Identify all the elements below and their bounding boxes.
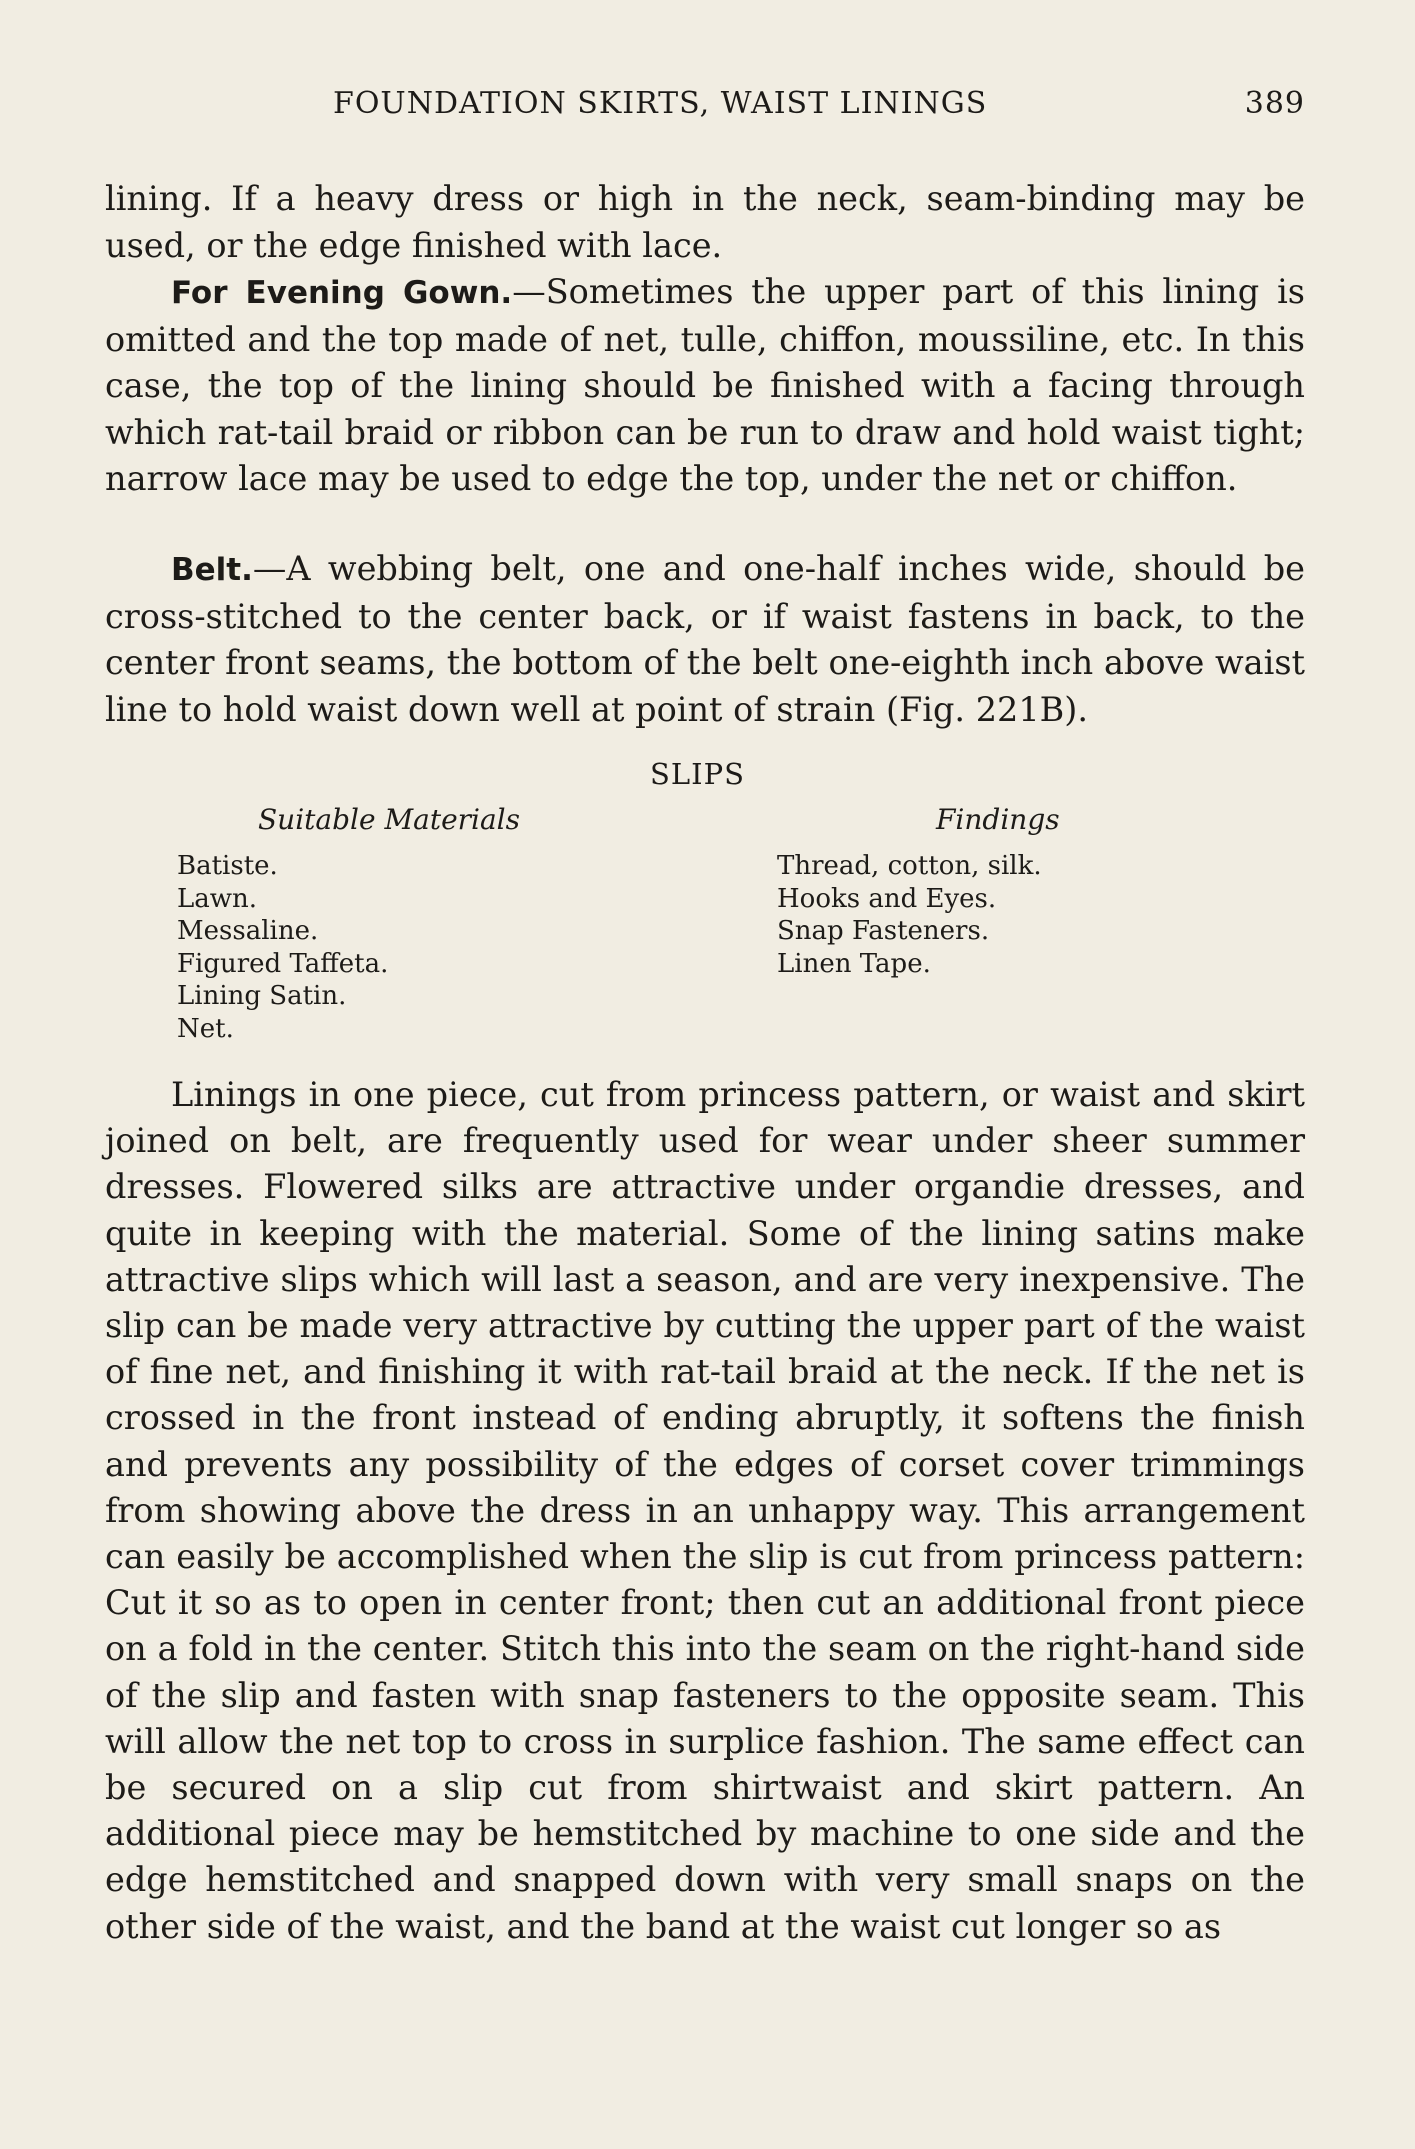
list-item: Batiste. [177, 851, 278, 881]
list-item: Snap Fasteners. [777, 916, 990, 946]
list-item: Lawn. [177, 883, 258, 914]
paragraph-text: lining. If a heavy dress or high in the neck, seam-binding may be used, or the edge finished with lace. [105, 179, 1305, 265]
findings-list [777, 850, 1042, 980]
list-item: Net. [177, 1013, 234, 1044]
run-in-heading: Belt. [171, 552, 253, 588]
paragraph-lining-end [105, 176, 1305, 269]
paragraph-evening-gown [105, 269, 1305, 503]
page-number: 389 [1244, 86, 1305, 121]
list-item: Messaline. [177, 916, 319, 946]
run-in-heading: For Evening Gown. [171, 275, 513, 311]
list-item: Figured Taffeta. [177, 948, 389, 979]
section-title: SLIPS [650, 757, 745, 791]
running-title: FOUNDATION SKIRTS, WAIST LININGS [333, 86, 988, 121]
findings-heading: Findings [936, 803, 1060, 836]
list-item: Hooks and Eyes. [777, 883, 997, 914]
paragraph-text: —A webbing belt, one and one-half inches wide, should be cross-stitched to the center back, or if waist fastens in back, to the center front seams, the bottom of the belt one-eighth inch above waist line to hold waist down well at point of strain (Fig. 221B). [105, 549, 1305, 729]
materials-list [177, 850, 388, 1045]
paragraph-belt [105, 546, 1305, 733]
list-item: Linen Tape. [777, 948, 931, 979]
paragraph-text: —Sometimes the upper part of this lining is omitted and the top made of net, tulle, chiffon, moussiline, etc. In this case, the top of the lining should be finished with a facing through which rat-tail braid or ribbon can be run to draw and hold waist tight; narrow lace may be used to edge the top, under the net or chiffon. [105, 272, 1305, 498]
paragraph-text: Linings in one piece, cut from princess pattern, or waist and skirt joined on belt, are frequently used for wear under sheer summer dresses. Flowered silks are attractive under organdie dresses, and quite in keeping with the material. Some of the lining satins make attractive slips which will last a season, and are very inexpensive. The slip can be made very attractive by cutting the upper part of the waist of fine net, and finishing it with rat-tail braid at the neck. If the net is crossed in the front instead of ending abruptly, it softens the finish and prevents any possibility of the edges of corset cover trimmings from showing above the dress in an unhappy way. This arrangement can easily be accomplished when the slip is cut from princess pattern: Cut it so as to open in center front; then cut an additional front piece on a fold in the center. Stitch this into the seam on the right-hand side of the slip and fasten with snap fasteners to the opposite seam. This will allow the net top to cross in surplice fashion. The same effect can be secured on a slip cut from shirtwaist and skirt pattern. An additional piece may be hemstitched by machine to one side and the edge hemstitched and snapped down with very small snaps on the other side of the waist, and the band at the waist cut longer so as [105, 1075, 1305, 1946]
list-item: Thread, cotton, silk. [777, 851, 1042, 881]
materials-heading: Suitable Materials [258, 803, 521, 836]
running-header [105, 86, 1305, 130]
paragraph-linings [105, 1072, 1305, 1950]
list-item: Lining Satin. [177, 981, 347, 1011]
